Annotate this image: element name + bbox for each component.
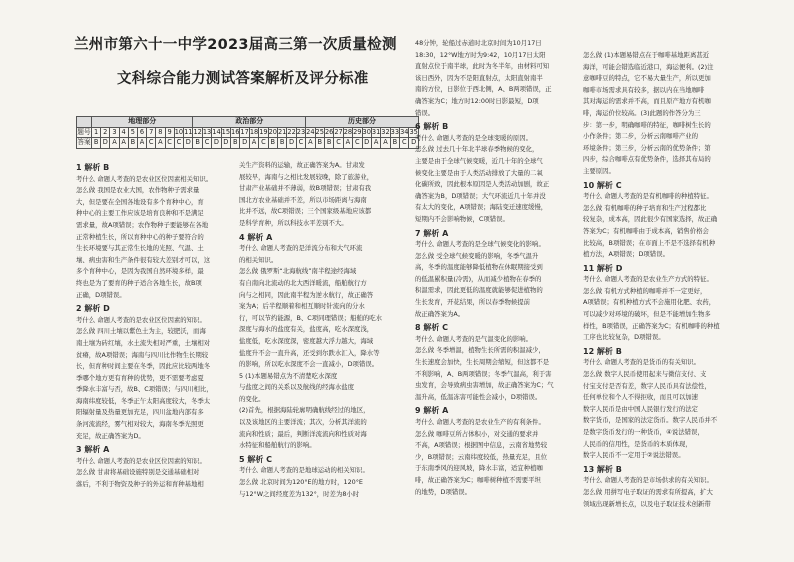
text-line: 的相关知识。 bbox=[239, 255, 278, 264]
answer-cell: B bbox=[193, 138, 202, 149]
text-line: 啡，故正确答案为C；咖啡树种植不需要平坦 bbox=[415, 475, 541, 484]
document-subtitle: 文科综合能力测试答案解析及评分标准 bbox=[117, 71, 369, 87]
text-line: 落后，不利于物资及种子的外运和育种基地相 bbox=[76, 480, 204, 489]
text-line: 考什么 命题人考查的是农业区位因素的知识。 bbox=[76, 456, 206, 465]
question-number-cell: 31 bbox=[371, 127, 381, 136]
answer-cell: B bbox=[315, 138, 324, 149]
text-line: A项错误；有机种植方式不会施用化肥、农药， bbox=[583, 298, 716, 307]
text-line: 6 解析 B bbox=[415, 122, 449, 132]
question-number-cell: 30 bbox=[362, 127, 371, 136]
text-line: 怎么做 四川土壤以紫色土为主，较肥沃，而海 bbox=[76, 327, 206, 336]
question-number-cell: 7 bbox=[147, 127, 156, 138]
answer-table-section-row bbox=[77, 117, 419, 128]
text-line: 终也是为了要育的种子适合各地生长，故B项 bbox=[76, 278, 202, 287]
text-line: 流向和性质；最后，判断洋流流向和性质对海 bbox=[239, 429, 367, 438]
answer-cell: A bbox=[110, 138, 119, 149]
question-number-cell: 5 bbox=[128, 127, 137, 138]
text-line: 怎么做 咖啡豆所占体积小，对交通的要求并 bbox=[415, 429, 539, 438]
text-line: 主要原因。 bbox=[583, 166, 615, 175]
text-line: 的低温累积量(冷需)，从而减少植物在春季的 bbox=[415, 274, 542, 283]
text-line: 四步，综合咖啡点有优势条件，选择其布局的 bbox=[583, 155, 711, 164]
text-line: 答案为C；有机咖啡由于成本高，销售价格会 bbox=[583, 226, 709, 235]
text-line: 可以减少对环境的破坏，但是不能增加生物多 bbox=[583, 310, 711, 319]
text-line: 怎么做 过去几十年北半球春季物候的变化， bbox=[415, 145, 539, 154]
answer-cell: D bbox=[409, 138, 418, 149]
text-line: 环境条件；第三步，分析云南的优势条件；第 bbox=[583, 143, 711, 152]
text-line: 考什么 命题人考查的是地球运动的相关知识。 bbox=[239, 466, 369, 475]
text-line: 怎么做 俄罗斯“北海航线”南半程途经海域 bbox=[239, 267, 357, 276]
text-line: 10 解析 C bbox=[583, 180, 622, 190]
text-line: 比并不远，故C项错误；三个国家级基地应该都 bbox=[239, 207, 372, 216]
question-number-cell: 28 bbox=[343, 127, 353, 136]
text-line: 以及该地区的主要洋流；其次，分析其洋流的 bbox=[239, 418, 367, 427]
text-line: 8 解析 C bbox=[415, 323, 449, 333]
question-number-cell: 11 bbox=[184, 127, 193, 136]
question-number-cell: 3 bbox=[110, 127, 119, 138]
question-number-cell: 8 bbox=[156, 127, 165, 138]
text-line: 海洋，可能会错选临近港口，海运便利。(2)注 bbox=[583, 62, 714, 71]
text-line: 考什么 命题人考查的是农业区位因素相关知识。 bbox=[76, 174, 213, 183]
answer-cell: A bbox=[343, 138, 352, 149]
question-number-cell: 35 bbox=[409, 127, 418, 136]
answer-cell: C bbox=[334, 138, 343, 149]
text-line: 任何单位和个人不得拒收，而且可以加速 bbox=[583, 393, 699, 402]
text-line: 怎么做 北京时间为120°E的地方时，120°E bbox=[239, 478, 363, 487]
answer-table-number-row bbox=[77, 127, 419, 138]
column-1 bbox=[76, 160, 236, 491]
answer-cell: C bbox=[147, 138, 156, 149]
text-line: 贫瘠，故A项错误；海南与四川比作物生长期较 bbox=[76, 350, 209, 359]
answer-table-answer-row bbox=[77, 138, 419, 149]
answer-table bbox=[76, 116, 419, 149]
text-line: 怎么做 受全球气候变暖的影响，冬季气温升 bbox=[415, 251, 539, 260]
answer-cell: D bbox=[184, 138, 193, 149]
text-line: 与盐度之间的关系以及航线的经海水盐度 bbox=[239, 383, 355, 392]
text-line: 需求量，故A项错误；农作物种子要能够在各地 bbox=[76, 220, 209, 229]
text-line: 生长环境要与其正常生长地的光照、气温、土 bbox=[76, 244, 204, 253]
text-line: 正常种植生长，所以育种中心的种子要符合的 bbox=[76, 232, 204, 241]
text-line: 其对海运的需求并不高，而且原产地方有机咖 bbox=[583, 97, 711, 106]
text-line: 怎么做 有机方式种植的咖啡并不一定更好， bbox=[583, 286, 707, 295]
text-line: 多个育种中心，是因为我国自然环境多样，最 bbox=[76, 267, 204, 276]
text-line: 季哪个地方更有育种的优势，更不需要考虑夏 bbox=[76, 373, 204, 382]
text-line: 样性，B项错误，正确答案为C；有机咖啡的种植 bbox=[583, 321, 720, 330]
text-line: 候变化主要是由于人类活动排放了大量的二氧 bbox=[415, 168, 543, 177]
text-line: 是数字货币发行的一种货币，④说法错误， bbox=[583, 428, 704, 436]
answer-cell: A bbox=[306, 138, 315, 149]
text-line: 不高，A项错误；根据图中信息，云南省地势较 bbox=[415, 441, 548, 450]
text-line: (2)首先，根据海陆轮廓明确航线经过的地区， bbox=[239, 406, 370, 415]
text-line: 考什么 命题人考查的是洋流分布和大气环流 bbox=[239, 244, 363, 253]
text-line: 5 (1)本题易错点为不清楚吃水深度 bbox=[239, 371, 338, 380]
text-line: 确答案为B，D项错误；大气环流近几十年并没 bbox=[415, 191, 546, 200]
text-line: 考什么 命题人考查的是市场供求的有关知识。 bbox=[583, 476, 713, 485]
text-line: 案为A；后半程顺着和相互顺时针流向的分水 bbox=[239, 302, 365, 311]
text-line: 大，但是要在全国各地设有多个育种中心，育 bbox=[76, 197, 204, 206]
question-number-cell: 20 bbox=[268, 127, 277, 136]
column-3 bbox=[415, 38, 578, 498]
text-line: 关生产资料的运输，故正确答案为A。甘肃发 bbox=[239, 161, 365, 169]
question-number-cell: 14 bbox=[212, 127, 221, 136]
text-line: 比较高，B项错误；在市面上不是不选择有机种 bbox=[583, 238, 716, 247]
text-line: 盐度低，吃水深度深，密度越大浮力越大，海域 bbox=[239, 336, 374, 345]
text-line: 长，但育种时间主要在冬季，因此应比较两地冬 bbox=[76, 362, 211, 371]
text-line: 3 解析 A bbox=[76, 445, 110, 455]
text-line: 高，冬季的温度能够降低植物在休眠期接受到 bbox=[415, 263, 543, 272]
text-line: 考什么 命题人考查的是农业生产的有利条件。 bbox=[415, 418, 545, 426]
text-line: 意咖啡豆的特点，它不易大量生产，所以更加 bbox=[583, 74, 711, 83]
text-line: 12 解析 B bbox=[583, 346, 622, 356]
answer-cell: A bbox=[119, 138, 128, 149]
text-line: 种中心的主要工作应该是培育良种和不是满足 bbox=[76, 209, 204, 218]
text-line: 充足，故正确答案为D。 bbox=[76, 431, 145, 440]
question-number-cell: 10 bbox=[174, 127, 184, 136]
text-line: 怎么做 冬季增温，植物生长所需的积温减少， bbox=[415, 346, 545, 355]
text-line: 阳辐射量及热量更加充足，四川盆地内部有多 bbox=[76, 408, 204, 417]
question-number-cell: 24 bbox=[306, 127, 315, 136]
row-label-answer: 答案 bbox=[77, 138, 91, 146]
question-number-cell: 18 bbox=[249, 127, 259, 136]
text-line: 的变化。 bbox=[239, 394, 265, 403]
question-number-cell: 16 bbox=[231, 127, 240, 136]
text-line: 生长发育，开花结果，所以春季物候提前 bbox=[415, 298, 531, 307]
text-line: 考什么 命题人考查的是有机咖啡的种植特征。 bbox=[583, 192, 713, 201]
text-line: 咖啡市场需求具有较多，据以内在当地咖啡 bbox=[583, 85, 705, 94]
text-line: 1 解析 B bbox=[76, 163, 110, 172]
text-line: 数字货币，是国家的法定货币。数字人民币并不 bbox=[583, 416, 718, 425]
answer-cell: B bbox=[268, 138, 277, 149]
text-line: 数字人民币不一定用于②说法错误。 bbox=[583, 451, 685, 460]
text-line: 展较早，海南与之相比发展较晚，除了旅游业， bbox=[239, 172, 374, 181]
answer-cell: D bbox=[287, 138, 296, 149]
row-label-number: 题号 bbox=[77, 127, 91, 136]
text-line: 错误。 bbox=[415, 108, 435, 117]
text-line: 是科学育种，所以科技水平差别不大。 bbox=[239, 218, 348, 227]
answer-cell: D bbox=[212, 138, 221, 149]
text-line: 行，可以节约能源，B、C项同理错误；船舶的吃水 bbox=[239, 313, 383, 322]
question-number-cell: 4 bbox=[119, 127, 128, 138]
text-line: 化碳所致，因此根本原因是人类活动加剧，故正 bbox=[415, 180, 550, 189]
question-number-cell: 1 bbox=[92, 127, 101, 138]
section-geography: 地理部分 bbox=[92, 117, 193, 128]
text-line: 向与之相同，因此南半程为逆水航行，故正确答 bbox=[239, 290, 374, 299]
text-line: 海南纬度较低，冬季正午太阳高度较大，冬季太 bbox=[76, 396, 211, 405]
answer-cell: A bbox=[371, 138, 380, 149]
text-line: 人民币的信用性，是货币的本质体现， bbox=[583, 439, 692, 448]
text-line: 较复杂，成本高，因此很少有国家选择，故正确 bbox=[583, 215, 718, 224]
text-line: 11 解析 D bbox=[583, 263, 623, 273]
text-line: 虫发育，会导致病虫害增加，故正确答案为C；气 bbox=[415, 381, 554, 390]
text-line: 南土壤为砖红壤，水土流失相对严重，土壤相对 bbox=[76, 338, 211, 347]
text-line: 怎么做 (1)本题易错点在于咖啡基地距离甚近 bbox=[583, 51, 710, 59]
text-line: 该日西外，因为不是阳直射点，太阳直射南半 bbox=[415, 73, 543, 82]
text-line: 7 解析 A bbox=[415, 228, 449, 238]
text-line: 领域出现新增长点，以及电子取证技术创新带 bbox=[583, 499, 711, 508]
text-line: 怎么做 我国是农业大国，农作物种子需求量 bbox=[76, 186, 200, 195]
text-line: 48分钟，轮船过赤道时北京时间为10月17日 bbox=[415, 39, 542, 47]
question-number-cell: 22 bbox=[287, 127, 296, 136]
question-number-cell: 13 bbox=[202, 127, 212, 136]
answer-cell: B bbox=[277, 138, 286, 149]
text-line: 有太大的变化，A项错误；海陆变迁速度缓慢， bbox=[415, 203, 548, 212]
text-line: 短期内不会影响物候，C项错误。 bbox=[415, 214, 509, 223]
question-number-cell: 33 bbox=[390, 127, 400, 136]
text-line: 生长速度会加快，生长周期会缩短，但这都不是 bbox=[415, 358, 550, 367]
answer-cell: D bbox=[221, 138, 230, 149]
column-2 bbox=[239, 160, 402, 500]
answer-cell: B bbox=[231, 138, 240, 149]
answer-cell: D bbox=[240, 138, 249, 149]
question-number-cell: 34 bbox=[400, 127, 409, 136]
text-line: 条河流流经，雾气相对较大，海南冬季光照更 bbox=[76, 420, 204, 429]
text-line: 与12°W之间经度差为132°，时差为8小时 bbox=[239, 489, 360, 498]
question-number-cell: 2 bbox=[101, 127, 110, 138]
text-line: 考什么 命题人考查的是全球变暖的原因。 bbox=[415, 133, 533, 142]
text-line: 啡，海运价位较高。(3)此题的作答分为三 bbox=[583, 108, 701, 117]
answer-cell: D bbox=[101, 138, 110, 149]
answer-cell: C bbox=[353, 138, 362, 149]
text-line: 植方法，A项错误；D项错误。 bbox=[583, 250, 669, 259]
text-line: 5 解析 C bbox=[239, 454, 273, 464]
text-line: 怎么做 数字人民币使用起来与微信支付、支 bbox=[583, 370, 707, 379]
question-number-cell: 23 bbox=[296, 127, 306, 136]
text-line: 怎么做 有机咖啡的种子培育和生产过程都比 bbox=[583, 203, 707, 212]
text-line: 主要是由于全球气候变暖，近几十年的全球气 bbox=[415, 156, 543, 165]
text-line: 盐度升不会一直升高，还受到尔跌水汇入，降水等 bbox=[239, 348, 380, 357]
text-line: 于东南季风的迎风坡，降水丰富，适宜种植咖 bbox=[415, 464, 543, 473]
text-line: 考什么 命题人考查的是农业区位因素的知识。 bbox=[76, 315, 206, 324]
question-number-cell: 19 bbox=[259, 127, 268, 136]
section-politics: 政治部分 bbox=[193, 117, 306, 128]
text-line: 怎么做 用拼写电子取证的需求有所提高，扩大 bbox=[583, 487, 713, 496]
answer-cell: B bbox=[92, 138, 101, 149]
question-number-cell: 21 bbox=[277, 127, 287, 136]
text-line: 考什么 命题人考查的是气温变化的影响。 bbox=[415, 334, 533, 343]
answer-cell: A bbox=[381, 138, 390, 149]
document-title: 兰州市第六十一中学2023届高三第一次质量检测 bbox=[74, 37, 397, 53]
text-line: 2 解析 D bbox=[76, 304, 110, 314]
text-line: 步：第一步，明确咖啡的特征，咖啡树生长的 bbox=[583, 120, 711, 129]
text-line: 的影响，所以吃水深度不会一直减小，D项错误。 bbox=[239, 360, 379, 369]
text-line: 考什么 命题人考查的是农业生产方式的特征。 bbox=[583, 275, 713, 284]
text-line: 数字人民币是由中国人民银行发行的法定 bbox=[583, 404, 699, 413]
text-line: 季降水丰富与否，故B、C项错误；与四川相比， bbox=[76, 385, 213, 394]
question-number-cell: 25 bbox=[315, 127, 324, 136]
question-number-cell: 15 bbox=[221, 127, 231, 136]
question-number-cell: 12 bbox=[193, 127, 202, 136]
question-number-cell: 29 bbox=[353, 127, 362, 136]
text-line: 的地势，D项错误。 bbox=[415, 487, 472, 496]
question-number-cell: 9 bbox=[165, 127, 174, 138]
answer-cell: C bbox=[296, 138, 305, 149]
text-line: 13 解析 B bbox=[583, 464, 622, 474]
text-line: 直射点位于南半球，此时为冬半年，由材料可知 bbox=[415, 62, 550, 71]
column-4 bbox=[583, 50, 749, 510]
answer-cell: B bbox=[324, 138, 333, 149]
text-line: 深度与海水的盐度有关，盐度高，吃水深度浅， bbox=[239, 325, 374, 334]
text-line: 18:30，12°W地方时为9:42，10月17日太阳 bbox=[415, 50, 546, 59]
text-line: 考什么 命题人考查的是货币的有关知识。 bbox=[583, 358, 701, 367]
text-line: 怎么做 甘肃将基础设施特别是交通基础相对 bbox=[76, 468, 200, 477]
text-line: 国北方农业基础并不差，所以市场距离与海南 bbox=[239, 195, 367, 204]
text-line: 南的方位，日影位于西北侧，A、B两项错误，正 bbox=[415, 85, 552, 94]
question-number-cell: 27 bbox=[334, 127, 343, 136]
text-line: 考什么 命题人考查的是全球气候变化的影响。 bbox=[415, 240, 545, 249]
text-line: 工序也比较复杂，D项错误。 bbox=[583, 333, 665, 342]
text-line: 4 解析 A bbox=[239, 232, 273, 242]
answer-cell: C bbox=[400, 138, 409, 149]
answer-cell: C bbox=[174, 138, 183, 149]
text-line: 积温需求，因此更低的温度就能够促进植物的 bbox=[415, 286, 543, 295]
text-line: 正确，D项错误。 bbox=[76, 290, 126, 299]
text-line: 故正确答案为A。 bbox=[415, 309, 465, 318]
question-number-cell: 17 bbox=[240, 127, 249, 136]
question-number-cell: 32 bbox=[381, 127, 390, 136]
text-line: 确答案为C；地方时12:00时日影最短，D项 bbox=[415, 96, 539, 105]
text-line: 少，B项错误；云南纬度较低，热量充足，且位 bbox=[415, 452, 548, 461]
question-number-cell: 6 bbox=[137, 127, 146, 138]
text-line: 9 解析 A bbox=[415, 406, 449, 416]
answer-cell: A bbox=[156, 138, 165, 149]
answer-cell: A bbox=[137, 138, 146, 149]
answer-cell: B bbox=[128, 138, 137, 149]
text-line: 有自南向北流动的北大西洋暖流，船舶航行方 bbox=[239, 278, 367, 287]
answer-cell: C bbox=[259, 138, 268, 149]
answer-cell: D bbox=[362, 138, 371, 149]
answer-cell: A bbox=[249, 138, 258, 149]
answer-cell: C bbox=[202, 138, 211, 149]
text-line: 壤、病虫害和生产条件很有较大差别才可以，这 bbox=[76, 255, 211, 264]
section-history: 历史部分 bbox=[306, 117, 419, 128]
text-line: 温升高，低温冻害可能性会减小，D项错误。 bbox=[415, 392, 542, 401]
text-line: 不利影响，A、B两项错误；冬季气温高，利于害 bbox=[415, 369, 552, 378]
answer-cell: C bbox=[165, 138, 174, 149]
text-line: 付宝支付是否有差，数字人民币具有法偿性， bbox=[583, 381, 711, 390]
text-line: 甘肃产业基础并不薄弱，故B项错误；甘肃有我 bbox=[239, 184, 372, 193]
answer-cell: B bbox=[390, 138, 399, 149]
text-line: 水特征和船舶航行的影响。 bbox=[239, 441, 316, 450]
question-number-cell: 26 bbox=[324, 127, 334, 136]
text-line: 小作条件；第二步，分析云南咖啡产业的 bbox=[583, 132, 699, 141]
